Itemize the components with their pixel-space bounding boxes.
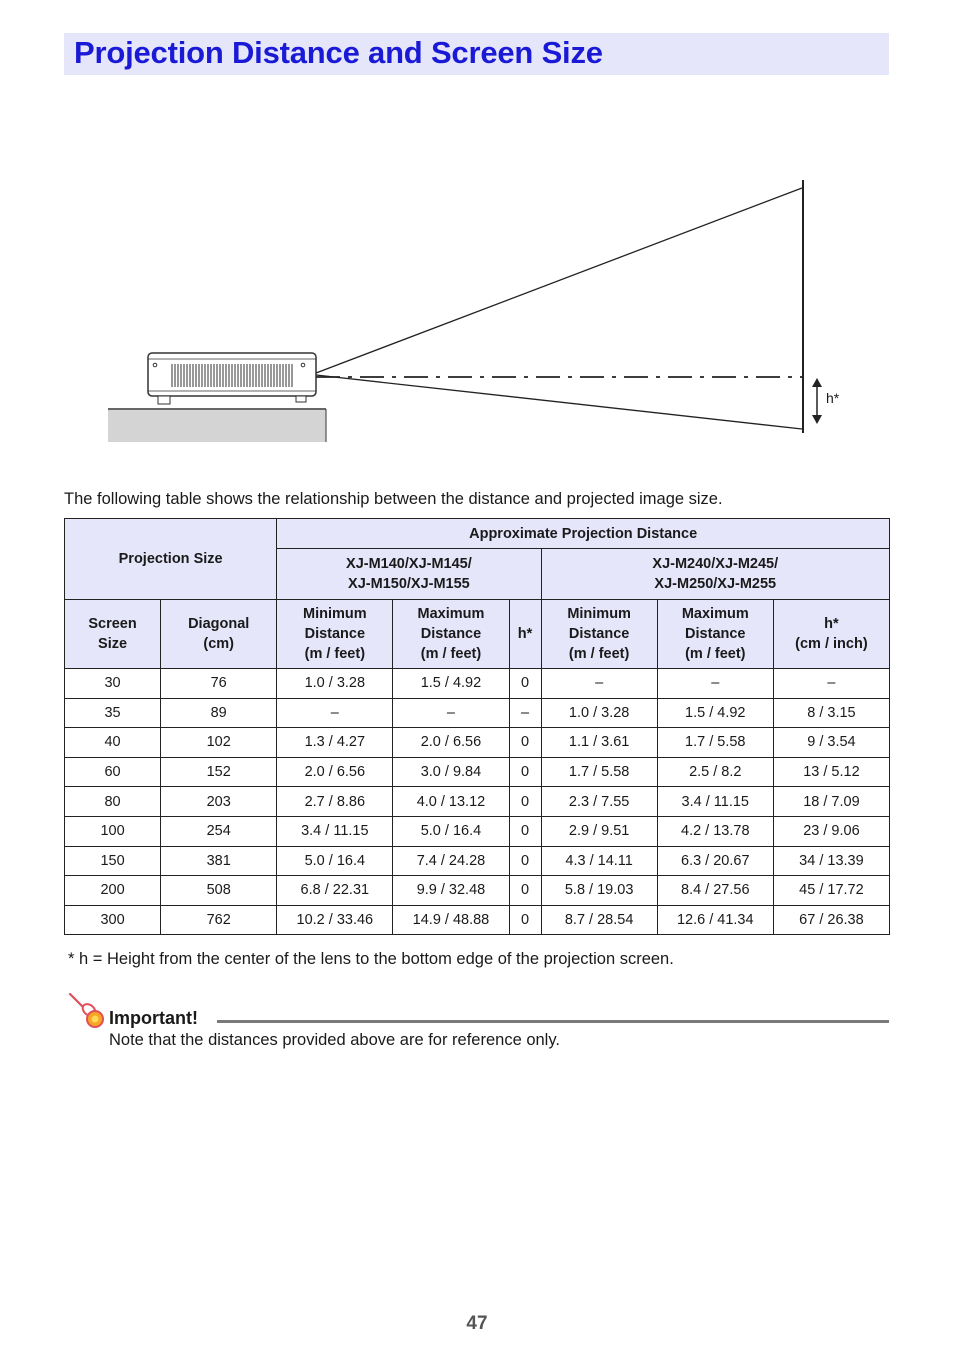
col-header: h* — [509, 600, 541, 669]
table-cell: 1.5 / 4.92 — [393, 669, 509, 699]
table-cell: 6.8 / 22.31 — [277, 876, 393, 906]
table-cell: 152 — [161, 757, 277, 787]
table-cell: 1.0 / 3.28 — [277, 669, 393, 699]
col-header: Maximum Distance (m / feet) — [657, 600, 773, 669]
col-header: Maximum Distance (m / feet) — [393, 600, 509, 669]
table-cell: 200 — [65, 876, 161, 906]
table-cell: 4.2 / 13.78 — [657, 816, 773, 846]
table-cell: 0 — [509, 669, 541, 699]
table-cell: 80 — [65, 787, 161, 817]
table-cell: 8 / 3.15 — [773, 698, 889, 728]
table-cell: 8.4 / 27.56 — [657, 876, 773, 906]
table-cell: – — [773, 669, 889, 699]
table-cell: 13 / 5.12 — [773, 757, 889, 787]
table-cell: 45 / 17.72 — [773, 876, 889, 906]
table-cell: 762 — [161, 905, 277, 935]
table-cell: 150 — [65, 846, 161, 876]
height-arrow-icon — [812, 378, 822, 424]
table-cell: – — [393, 698, 509, 728]
table-cell: 5.0 / 16.4 — [277, 846, 393, 876]
table-row — [65, 846, 890, 876]
table-cell: 254 — [161, 816, 277, 846]
table-cell: 5.8 / 19.03 — [541, 876, 657, 906]
col-header: Minimum Distance (m / feet) — [541, 600, 657, 669]
page-title: Projection Distance and Screen Size — [74, 35, 603, 70]
table-cell: 3.4 / 11.15 — [657, 787, 773, 817]
table-cell: 2.3 / 7.55 — [541, 787, 657, 817]
column-header-row — [65, 600, 890, 669]
footnote: * h = Height from the center of the lens to the bottom edge of the projection screen. — [68, 950, 674, 968]
table-cell: 0 — [509, 846, 541, 876]
table-cell: 9.9 / 32.48 — [393, 876, 509, 906]
group1-header: XJ-M140/XJ-M145/ XJ-M150/XJ-M155 — [277, 549, 541, 600]
table-row — [65, 669, 890, 699]
important-text: Note that the distances provided above are for reference only. — [109, 1031, 560, 1049]
table-row — [65, 757, 890, 787]
table-row — [65, 816, 890, 846]
intro-text: The following table shows the relationship between the distance and projected image size. — [64, 490, 723, 508]
table-cell: 2.5 / 8.2 — [657, 757, 773, 787]
table-cell: 1.7 / 5.58 — [657, 728, 773, 758]
projection-table — [64, 518, 890, 935]
group2-header: XJ-M240/XJ-M245/ XJ-M250/XJ-M255 — [541, 549, 889, 600]
table-cell: 0 — [509, 757, 541, 787]
pushpin-icon — [66, 990, 108, 1032]
table-cell: 6.3 / 20.67 — [657, 846, 773, 876]
table-cell: 30 — [65, 669, 161, 699]
table-row — [65, 876, 890, 906]
table-cell: 35 — [65, 698, 161, 728]
table-cell: 9 / 3.54 — [773, 728, 889, 758]
table-cell: 7.4 / 24.28 — [393, 846, 509, 876]
table-cell: – — [541, 669, 657, 699]
table-cell: 40 — [65, 728, 161, 758]
table-cell: 60 — [65, 757, 161, 787]
col-header: h* (cm / inch) — [773, 600, 889, 669]
table-cell: 0 — [509, 876, 541, 906]
table-cell: 300 — [65, 905, 161, 935]
table-cell: 102 — [161, 728, 277, 758]
table-row — [65, 787, 890, 817]
table-cell: 4.0 / 13.12 — [393, 787, 509, 817]
table-cell: 10.2 / 33.46 — [277, 905, 393, 935]
table-cell: 203 — [161, 787, 277, 817]
table-cell: 508 — [161, 876, 277, 906]
important-note — [64, 990, 890, 1060]
table-cell: – — [277, 698, 393, 728]
table-cell: 0 — [509, 905, 541, 935]
important-rule — [217, 1020, 889, 1023]
table-cell: 1.3 / 4.27 — [277, 728, 393, 758]
table-cell: 12.6 / 41.34 — [657, 905, 773, 935]
table-cell: 18 / 7.09 — [773, 787, 889, 817]
table-cell: 3.0 / 9.84 — [393, 757, 509, 787]
table-row — [65, 728, 890, 758]
important-label: Important! — [109, 1008, 198, 1028]
table-cell: 0 — [509, 728, 541, 758]
table-cell: 2.0 / 6.56 — [393, 728, 509, 758]
col-header: Screen Size — [65, 600, 161, 669]
table-row — [65, 698, 890, 728]
table-cell: 89 — [161, 698, 277, 728]
table-cell: 1.0 / 3.28 — [541, 698, 657, 728]
page-number: 47 — [466, 1313, 488, 1334]
table-cell: 76 — [161, 669, 277, 699]
table-cell: 2.9 / 9.51 — [541, 816, 657, 846]
table-cell: 100 — [65, 816, 161, 846]
table-cell: 4.3 / 14.11 — [541, 846, 657, 876]
table-cell: 0 — [509, 816, 541, 846]
table-cell: 2.0 / 6.56 — [277, 757, 393, 787]
col-header: Minimum Distance (m / feet) — [277, 600, 393, 669]
table-row — [65, 905, 890, 935]
table-cell: 5.0 / 16.4 — [393, 816, 509, 846]
table-cell: – — [509, 698, 541, 728]
table-cell: 1.5 / 4.92 — [657, 698, 773, 728]
table-cell: 1.1 / 3.61 — [541, 728, 657, 758]
projection-diagram — [100, 175, 860, 450]
table-cell: 8.7 / 28.54 — [541, 905, 657, 935]
table-cell: 2.7 / 8.86 — [277, 787, 393, 817]
title-bar — [64, 33, 889, 75]
table-surface — [108, 410, 326, 442]
approx-distance-header: Approximate Projection Distance — [277, 519, 890, 549]
projection-size-header: Projection Size — [65, 519, 277, 600]
table-cell: 1.7 / 5.58 — [541, 757, 657, 787]
projector-icon — [148, 353, 316, 404]
col-header: Diagonal (cm) — [161, 600, 277, 669]
table-cell: 14.9 / 48.88 — [393, 905, 509, 935]
table-cell: 381 — [161, 846, 277, 876]
h-star-label: h* — [826, 390, 840, 406]
table-cell: 23 / 9.06 — [773, 816, 889, 846]
table-cell: – — [657, 669, 773, 699]
table-cell: 0 — [509, 787, 541, 817]
table-cell: 34 / 13.39 — [773, 846, 889, 876]
beam-bottom-line — [316, 375, 802, 429]
beam-top-line — [316, 188, 802, 373]
table-cell: 3.4 / 11.15 — [277, 816, 393, 846]
table-cell: 67 / 26.38 — [773, 905, 889, 935]
